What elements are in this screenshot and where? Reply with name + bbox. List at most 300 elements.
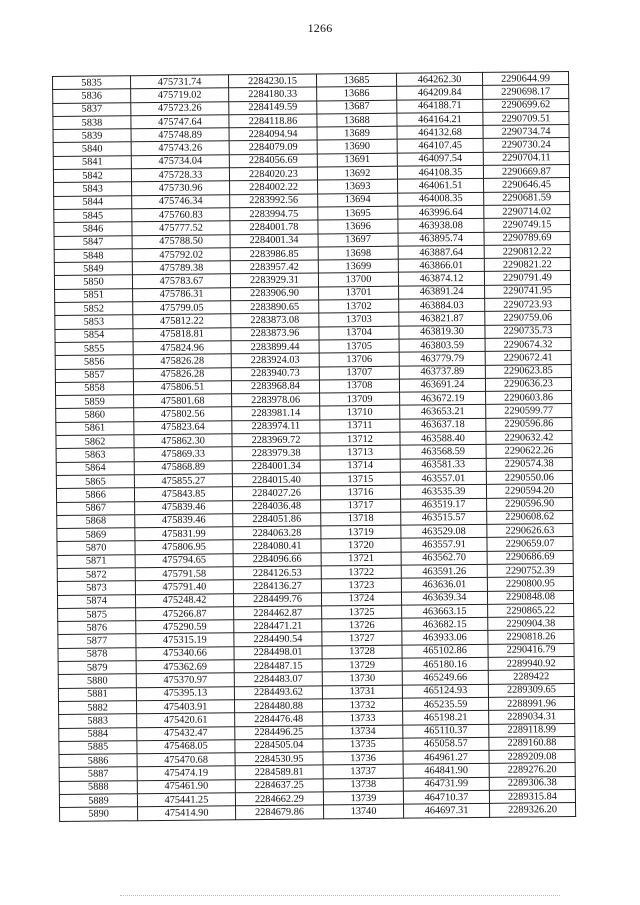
- point-id-right-cell: 13725: [322, 605, 402, 619]
- point-id-left-cell: 5855: [55, 342, 133, 356]
- x-coord-right-cell: 463691.24: [399, 378, 485, 392]
- y-coord-right-cell: 2290644.99: [482, 72, 568, 86]
- y-coord-right-cell: 2290818.26: [488, 630, 574, 644]
- x-coord-left-cell: 475824.96: [133, 341, 231, 355]
- point-id-right-cell: 13723: [321, 578, 401, 592]
- point-id-right-cell: 13691: [317, 153, 397, 167]
- y-coord-right-cell: 2289326.20: [490, 803, 576, 817]
- y-coord-left-cell: 2283873.08: [231, 313, 319, 327]
- y-coord-left-cell: 2283899.44: [231, 340, 319, 354]
- point-id-left-cell: 5845: [54, 209, 132, 223]
- x-coord-left-cell: 475474.19: [137, 766, 235, 780]
- x-coord-left-cell: 475723.26: [131, 101, 229, 115]
- x-coord-right-cell: 463933.06: [402, 631, 488, 645]
- x-coord-left-cell: 475420.61: [137, 713, 235, 727]
- y-coord-right-cell: 2290608.62: [487, 510, 573, 524]
- x-coord-right-cell: 464710.37: [403, 790, 489, 804]
- y-coord-right-cell: 2290735.73: [485, 324, 571, 338]
- y-coord-left-cell: 2284001.78: [230, 220, 318, 234]
- point-id-left-cell: 5857: [55, 368, 133, 382]
- x-coord-right-cell: 464697.31: [404, 804, 490, 818]
- y-coord-left-cell: 2284136.27: [233, 579, 321, 593]
- point-id-right-cell: 13720: [321, 539, 401, 553]
- y-coord-left-cell: 2284027.26: [232, 486, 320, 500]
- x-coord-left-cell: 475786.31: [133, 288, 231, 302]
- y-coord-left-cell: 2284483.07: [234, 672, 322, 686]
- x-coord-right-cell: 463938.08: [398, 219, 484, 233]
- point-id-right-cell: 13732: [322, 698, 402, 712]
- y-coord-right-cell: 2290734.74: [483, 125, 569, 139]
- point-id-left-cell: 5847: [54, 235, 132, 249]
- y-coord-left-cell: 2284471.21: [234, 619, 322, 633]
- point-id-right-cell: 13714: [320, 459, 400, 473]
- x-coord-right-cell: 463591.26: [401, 564, 487, 578]
- x-coord-left-cell: 475748.89: [131, 128, 229, 142]
- point-id-left-cell: 5854: [55, 328, 133, 342]
- y-coord-left-cell: 2284079.09: [229, 140, 317, 154]
- x-coord-right-cell: 464008.35: [398, 192, 484, 206]
- y-coord-right-cell: 2290800.95: [487, 577, 573, 591]
- x-coord-right-cell: 463821.87: [399, 312, 485, 326]
- x-coord-right-cell: 463663.15: [402, 604, 488, 618]
- x-coord-right-cell: 464262.30: [396, 72, 482, 86]
- point-id-left-cell: 5838: [53, 116, 131, 130]
- point-id-left-cell: 5844: [54, 195, 132, 209]
- y-coord-right-cell: 2289118.99: [489, 723, 575, 737]
- point-id-right-cell: 13726: [322, 618, 402, 632]
- x-coord-left-cell: 475802.56: [134, 407, 232, 421]
- y-coord-right-cell: 2290681.59: [484, 191, 570, 205]
- point-id-left-cell: 5860: [56, 408, 134, 422]
- x-coord-left-cell: 475818.81: [133, 327, 231, 341]
- y-coord-left-cell: 2283929.31: [230, 273, 318, 287]
- point-id-left-cell: 5839: [53, 129, 131, 143]
- y-coord-right-cell: 2290636.23: [485, 377, 571, 391]
- point-id-left-cell: 5878: [58, 647, 136, 661]
- point-id-right-cell: 13699: [318, 259, 398, 273]
- y-coord-right-cell: 2290791.49: [484, 271, 570, 285]
- y-coord-left-cell: 2284490.54: [234, 632, 322, 646]
- x-coord-left-cell: 475791.58: [135, 567, 233, 581]
- point-id-left-cell: 5840: [53, 142, 131, 156]
- x-coord-left-cell: 475731.74: [131, 75, 229, 89]
- y-coord-right-cell: 2290848.08: [487, 590, 573, 604]
- point-id-left-cell: 5859: [56, 395, 134, 409]
- x-coord-right-cell: 464164.21: [397, 112, 483, 126]
- point-id-left-cell: 5851: [55, 288, 133, 302]
- y-coord-left-cell: 2284015.40: [232, 473, 320, 487]
- x-coord-left-cell: 475777.52: [132, 221, 230, 235]
- y-coord-left-cell: 2284505.04: [235, 739, 323, 753]
- y-coord-left-cell: 2284493.62: [234, 686, 322, 700]
- x-coord-right-cell: 463779.79: [399, 352, 485, 366]
- point-id-left-cell: 5874: [57, 594, 135, 608]
- x-coord-left-cell: 475414.90: [138, 806, 236, 820]
- x-coord-right-cell: 463887.64: [398, 245, 484, 259]
- y-coord-right-cell: 2289315.84: [489, 790, 575, 804]
- y-coord-right-cell: 2290599.77: [486, 404, 572, 418]
- x-coord-right-cell: 465102.86: [402, 644, 488, 658]
- x-coord-right-cell: 463588.40: [400, 431, 486, 445]
- x-coord-right-cell: 464108.35: [397, 165, 483, 179]
- x-coord-left-cell: 475839.46: [135, 500, 233, 514]
- point-id-left-cell: 5867: [57, 501, 135, 515]
- point-id-left-cell: 5837: [53, 102, 131, 116]
- point-id-right-cell: 13693: [318, 180, 398, 194]
- x-coord-left-cell: 475760.83: [132, 208, 230, 222]
- y-coord-right-cell: 2289276.20: [489, 763, 575, 777]
- x-coord-right-cell: 463737.89: [399, 365, 485, 379]
- y-coord-left-cell: 2284001.34: [230, 234, 318, 248]
- point-id-left-cell: 5871: [57, 554, 135, 568]
- point-id-left-cell: 5866: [56, 488, 134, 502]
- x-coord-left-cell: 475248.42: [135, 593, 233, 607]
- x-coord-right-cell: 465110.37: [403, 724, 489, 738]
- y-coord-left-cell: 2283994.75: [230, 207, 318, 221]
- y-coord-right-cell: 2290904.38: [488, 617, 574, 631]
- y-coord-left-cell: 2284063.28: [233, 526, 321, 540]
- y-coord-right-cell: 2290821.22: [484, 258, 570, 272]
- y-coord-right-cell: 2290574.38: [486, 457, 572, 471]
- point-id-right-cell: 13686: [317, 86, 397, 100]
- point-id-right-cell: 13724: [321, 592, 401, 606]
- point-id-right-cell: 13717: [321, 499, 401, 513]
- point-id-left-cell: 5887: [59, 767, 137, 781]
- point-id-right-cell: 13722: [321, 565, 401, 579]
- point-id-left-cell: 5862: [56, 435, 134, 449]
- point-id-right-cell: 13721: [321, 552, 401, 566]
- x-coord-left-cell: 475290.59: [136, 620, 234, 634]
- x-coord-left-cell: 475855.27: [134, 474, 232, 488]
- y-coord-right-cell: 2290672.41: [485, 351, 571, 365]
- point-id-left-cell: 5846: [54, 222, 132, 236]
- point-id-right-cell: 13719: [321, 525, 401, 539]
- point-id-right-cell: 13696: [318, 219, 398, 233]
- x-coord-right-cell: 463562.70: [401, 551, 487, 565]
- y-coord-left-cell: 2283992.56: [230, 194, 318, 208]
- y-coord-right-cell: 2290709.51: [483, 111, 569, 125]
- point-id-left-cell: 5856: [55, 355, 133, 369]
- x-coord-right-cell: 463866.01: [398, 259, 484, 273]
- x-coord-left-cell: 475831.99: [135, 527, 233, 541]
- y-coord-left-cell: 2284036.48: [233, 499, 321, 513]
- x-coord-left-cell: 475734.04: [131, 155, 229, 169]
- point-id-left-cell: 5875: [58, 608, 136, 622]
- x-coord-left-cell: 475403.91: [137, 700, 235, 714]
- y-coord-left-cell: 2284002.22: [230, 180, 318, 194]
- x-coord-right-cell: 463653.21: [400, 405, 486, 419]
- point-id-right-cell: 13712: [320, 432, 400, 446]
- point-id-left-cell: 5863: [56, 448, 134, 462]
- point-id-left-cell: 5852: [55, 302, 133, 316]
- y-coord-right-cell: 2290603.86: [486, 391, 572, 405]
- y-coord-left-cell: 2283968.84: [231, 380, 319, 394]
- x-coord-left-cell: 475728.33: [131, 168, 229, 182]
- point-id-left-cell: 5881: [58, 687, 136, 701]
- y-coord-right-cell: 2290714.02: [484, 205, 570, 219]
- x-coord-left-cell: 475826.28: [133, 354, 231, 368]
- x-coord-right-cell: 463529.08: [401, 524, 487, 538]
- x-coord-left-cell: 475719.02: [131, 88, 229, 102]
- y-coord-left-cell: 2284589.81: [235, 765, 323, 779]
- x-coord-left-cell: 475826.28: [133, 367, 231, 381]
- y-coord-left-cell: 2284476.48: [235, 712, 323, 726]
- x-coord-right-cell: 463515.57: [401, 511, 487, 525]
- x-coord-right-cell: 463636.01: [401, 578, 487, 592]
- x-coord-right-cell: 463891.24: [399, 285, 485, 299]
- y-coord-left-cell: 2284498.01: [234, 646, 322, 660]
- x-coord-right-cell: 465198.21: [403, 711, 489, 725]
- y-coord-right-cell: 2290594.20: [486, 484, 572, 498]
- x-coord-right-cell: 463519.17: [401, 498, 487, 512]
- point-id-right-cell: 13702: [319, 299, 399, 313]
- x-coord-left-cell: 475461.90: [137, 780, 235, 794]
- y-coord-right-cell: 2290416.79: [488, 643, 574, 657]
- point-id-left-cell: 5835: [53, 76, 131, 90]
- y-coord-right-cell: 2289306.38: [489, 776, 575, 790]
- y-coord-right-cell: 2290669.87: [483, 165, 569, 179]
- y-coord-right-cell: 2289940.92: [488, 657, 574, 671]
- x-coord-right-cell: 463803.59: [399, 338, 485, 352]
- point-id-left-cell: 5885: [59, 741, 137, 755]
- y-coord-right-cell: 2290674.32: [485, 337, 571, 351]
- y-coord-right-cell: 2290741.95: [485, 284, 571, 298]
- x-coord-left-cell: 475432.47: [137, 726, 235, 740]
- point-id-left-cell: 5876: [58, 621, 136, 635]
- point-id-right-cell: 13687: [317, 100, 397, 114]
- y-coord-left-cell: 2284094.94: [229, 127, 317, 141]
- x-coord-right-cell: 464107.45: [397, 139, 483, 153]
- x-coord-right-cell: 464209.84: [397, 86, 483, 100]
- x-coord-left-cell: 475791.40: [135, 580, 233, 594]
- point-id-right-cell: 13710: [320, 406, 400, 420]
- y-coord-right-cell: 2290789.69: [484, 231, 570, 245]
- y-coord-right-cell: 2290699.62: [483, 98, 569, 112]
- point-id-right-cell: 13740: [324, 804, 404, 818]
- point-id-right-cell: 13713: [320, 445, 400, 459]
- y-coord-right-cell: 2290623.85: [485, 364, 571, 378]
- y-coord-left-cell: 2284080.41: [233, 539, 321, 553]
- y-coord-left-cell: 2284051.86: [233, 513, 321, 527]
- y-coord-right-cell: 2289034.31: [489, 710, 575, 724]
- y-coord-left-cell: 2284118.86: [229, 114, 317, 128]
- point-id-right-cell: 13706: [319, 352, 399, 366]
- y-coord-left-cell: 2283986.85: [230, 247, 318, 261]
- point-id-right-cell: 13734: [323, 725, 403, 739]
- x-coord-right-cell: 464061.51: [398, 179, 484, 193]
- y-coord-left-cell: 2283978.06: [232, 393, 320, 407]
- point-id-right-cell: 13716: [320, 485, 400, 499]
- x-coord-left-cell: 475470.68: [137, 753, 235, 767]
- point-id-left-cell: 5868: [57, 515, 135, 529]
- x-coord-right-cell: 464188.71: [397, 99, 483, 113]
- x-coord-right-cell: 465058.57: [403, 737, 489, 751]
- point-id-right-cell: 13735: [323, 738, 403, 752]
- x-coord-left-cell: 475868.89: [134, 460, 232, 474]
- y-coord-left-cell: 2284096.66: [233, 553, 321, 567]
- y-coord-right-cell: 2289309.65: [488, 683, 574, 697]
- point-id-right-cell: 13718: [321, 512, 401, 526]
- point-id-left-cell: 5861: [56, 421, 134, 435]
- y-coord-right-cell: 2290596.86: [486, 417, 572, 431]
- x-coord-left-cell: 475792.02: [132, 248, 230, 262]
- point-id-right-cell: 13694: [318, 193, 398, 207]
- y-coord-left-cell: 2283890.65: [231, 300, 319, 314]
- point-id-right-cell: 13736: [323, 751, 403, 765]
- y-coord-left-cell: 2284496.25: [235, 725, 323, 739]
- y-coord-left-cell: 2284180.33: [229, 87, 317, 101]
- point-id-left-cell: 5850: [54, 275, 132, 289]
- coordinates-table: [52, 71, 576, 822]
- point-id-left-cell: 5869: [57, 528, 135, 542]
- y-coord-left-cell: 2284679.86: [236, 805, 324, 819]
- x-coord-right-cell: 463535.39: [400, 485, 486, 499]
- point-id-right-cell: 13731: [322, 685, 402, 699]
- point-id-right-cell: 13727: [322, 632, 402, 646]
- point-id-right-cell: 13695: [318, 206, 398, 220]
- x-coord-left-cell: 475843.85: [134, 487, 232, 501]
- y-coord-right-cell: 2289160.88: [489, 736, 575, 750]
- x-coord-right-cell: 463874.12: [398, 272, 484, 286]
- x-coord-right-cell: 463672.19: [400, 391, 486, 405]
- y-coord-left-cell: 2284149.59: [229, 101, 317, 115]
- point-id-left-cell: 5870: [57, 541, 135, 555]
- y-coord-left-cell: 2283974.11: [232, 420, 320, 434]
- x-coord-left-cell: 475806.95: [135, 540, 233, 554]
- y-coord-right-cell: 2290698.17: [483, 85, 569, 99]
- y-coord-left-cell: 2284462.87: [234, 606, 322, 620]
- x-coord-left-cell: 475839.46: [135, 514, 233, 528]
- y-coord-left-cell: 2284020.23: [229, 167, 317, 181]
- point-id-left-cell: 5842: [53, 169, 131, 183]
- y-coord-left-cell: 2283979.38: [232, 446, 320, 460]
- y-coord-left-cell: 2284056.69: [229, 154, 317, 168]
- x-coord-left-cell: 475730.96: [132, 181, 230, 195]
- point-id-right-cell: 13738: [323, 778, 403, 792]
- point-id-right-cell: 13700: [318, 273, 398, 287]
- y-coord-right-cell: 2288991.96: [488, 696, 574, 710]
- y-coord-right-cell: 2290550.06: [486, 470, 572, 484]
- point-id-left-cell: 5889: [59, 794, 137, 808]
- point-id-left-cell: 5864: [56, 461, 134, 475]
- x-coord-left-cell: 475743.26: [131, 141, 229, 155]
- y-coord-right-cell: 2290865.22: [488, 603, 574, 617]
- point-id-left-cell: 5873: [57, 581, 135, 595]
- x-coord-right-cell: 464841.90: [403, 764, 489, 778]
- point-id-left-cell: 5884: [59, 727, 137, 741]
- x-coord-left-cell: 475806.51: [133, 381, 231, 395]
- point-id-left-cell: 5882: [59, 701, 137, 715]
- point-id-left-cell: 5872: [57, 568, 135, 582]
- x-coord-right-cell: 463557.01: [400, 471, 486, 485]
- x-coord-left-cell: 475789.38: [132, 261, 230, 275]
- point-id-right-cell: 13708: [319, 379, 399, 393]
- point-id-left-cell: 5836: [53, 89, 131, 103]
- point-id-right-cell: 13733: [323, 711, 403, 725]
- x-coord-right-cell: 465124.93: [402, 684, 488, 698]
- x-coord-left-cell: 475812.22: [133, 314, 231, 328]
- point-id-right-cell: 13688: [317, 113, 397, 127]
- point-id-left-cell: 5883: [59, 714, 137, 728]
- y-coord-right-cell: 2289209.08: [489, 750, 575, 764]
- point-id-left-cell: 5879: [58, 661, 136, 675]
- y-coord-right-cell: 2290622.26: [486, 444, 572, 458]
- y-coord-right-cell: 2290812.22: [484, 244, 570, 258]
- point-id-left-cell: 5848: [54, 249, 132, 263]
- y-coord-left-cell: 2283969.72: [232, 433, 320, 447]
- point-id-right-cell: 13701: [319, 286, 399, 300]
- point-id-right-cell: 13685: [316, 73, 396, 87]
- coordinates-table-body: [53, 72, 576, 822]
- y-coord-right-cell: 2290646.45: [484, 178, 570, 192]
- y-coord-left-cell: 2284487.15: [234, 659, 322, 673]
- page-number: 1266: [307, 21, 333, 35]
- x-coord-left-cell: 475862.30: [134, 434, 232, 448]
- x-coord-left-cell: 475801.68: [134, 394, 232, 408]
- x-coord-right-cell: 463682.15: [402, 618, 488, 632]
- x-coord-right-cell: 464961.27: [403, 750, 489, 764]
- x-coord-left-cell: 475783.67: [132, 274, 230, 288]
- y-coord-left-cell: 2283981.14: [232, 406, 320, 420]
- x-coord-right-cell: 465249.66: [402, 671, 488, 685]
- y-coord-right-cell: 2290749.15: [484, 218, 570, 232]
- x-coord-left-cell: 475468.05: [137, 740, 235, 754]
- point-id-right-cell: 13728: [322, 645, 402, 659]
- point-id-right-cell: 13689: [317, 126, 397, 140]
- y-coord-left-cell: 2284480.88: [234, 699, 322, 713]
- x-coord-left-cell: 475362.69: [136, 660, 234, 674]
- y-coord-left-cell: 2283906.90: [231, 287, 319, 301]
- y-coord-right-cell: 2290659.07: [487, 537, 573, 551]
- x-coord-left-cell: 475794.65: [135, 553, 233, 567]
- x-coord-right-cell: 463996.64: [398, 205, 484, 219]
- point-id-left-cell: 5849: [54, 262, 132, 276]
- point-id-right-cell: 13705: [319, 339, 399, 353]
- x-coord-right-cell: 464097.54: [397, 152, 483, 166]
- x-coord-left-cell: 475799.05: [133, 301, 231, 315]
- point-id-right-cell: 13729: [322, 658, 402, 672]
- x-coord-right-cell: 464132.68: [397, 126, 483, 140]
- point-id-left-cell: 5880: [58, 674, 136, 688]
- point-id-left-cell: 5843: [54, 182, 132, 196]
- point-id-right-cell: 13692: [317, 166, 397, 180]
- y-coord-left-cell: 2284637.25: [235, 779, 323, 793]
- point-id-right-cell: 13704: [319, 326, 399, 340]
- y-coord-left-cell: 2284001.34: [232, 460, 320, 474]
- scan-bottom-mark: [120, 895, 560, 896]
- y-coord-right-cell: 2290596.90: [487, 497, 573, 511]
- point-id-right-cell: 13739: [323, 791, 403, 805]
- y-coord-left-cell: 2284662.29: [235, 792, 323, 806]
- point-id-left-cell: 5888: [59, 780, 137, 794]
- x-coord-left-cell: 475746.34: [132, 194, 230, 208]
- y-coord-right-cell: 2290686.69: [487, 550, 573, 564]
- point-id-right-cell: 13709: [320, 392, 400, 406]
- x-coord-left-cell: 475747.64: [131, 115, 229, 129]
- point-id-right-cell: 13707: [319, 366, 399, 380]
- x-coord-right-cell: 463895.74: [398, 232, 484, 246]
- point-id-left-cell: 5865: [56, 475, 134, 489]
- point-id-left-cell: 5853: [55, 315, 133, 329]
- point-id-right-cell: 13737: [323, 765, 403, 779]
- y-coord-right-cell: 2290626.63: [487, 524, 573, 538]
- x-coord-left-cell: 475869.33: [134, 447, 232, 461]
- x-coord-right-cell: 465180.16: [402, 657, 488, 671]
- y-coord-left-cell: 2284230.15: [228, 74, 316, 88]
- y-coord-right-cell: 2290723.93: [485, 298, 571, 312]
- y-coord-right-cell: 2290704.11: [483, 151, 569, 165]
- x-coord-left-cell: 475370.97: [136, 673, 234, 687]
